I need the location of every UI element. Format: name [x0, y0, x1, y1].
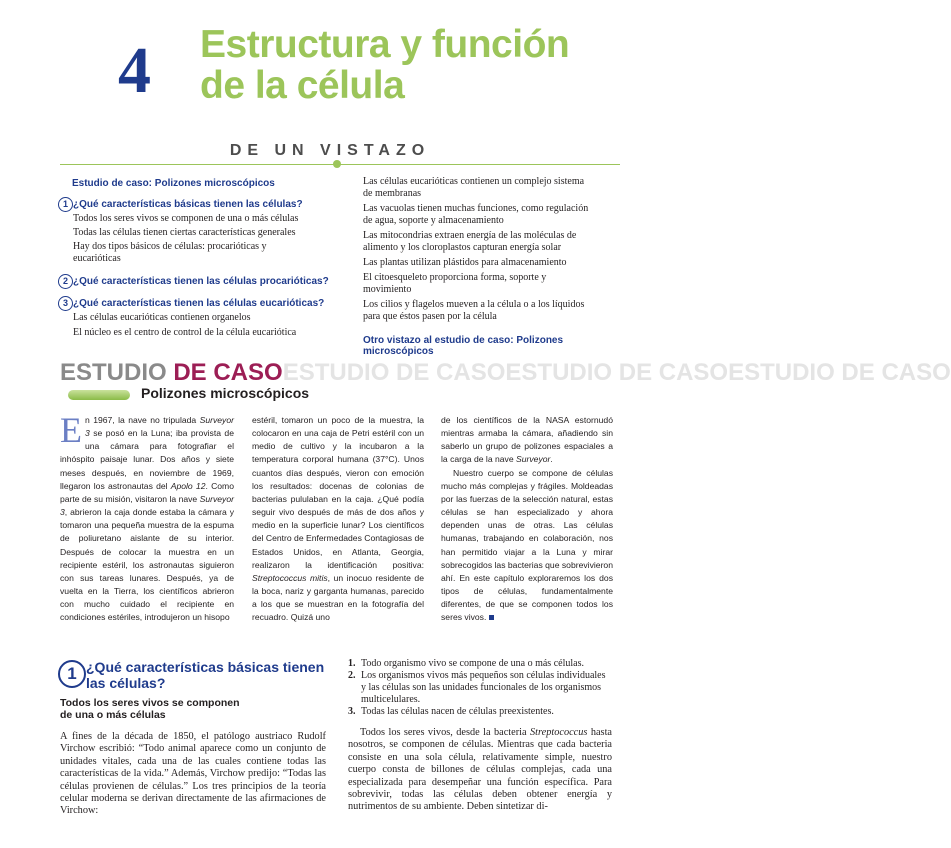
toc-q1-link[interactable]: ¿Qué características básicas tienen las células?	[73, 199, 303, 210]
toc-another-look-link[interactable]: Otro vistazo al estudio de caso: Polizones microscópicos	[363, 335, 564, 357]
toc-right-item	[363, 299, 623, 323]
toc-right-item	[363, 272, 623, 296]
section-title	[86, 659, 324, 691]
list-number: 3.	[348, 706, 356, 717]
toc-right-item	[363, 230, 623, 254]
toc-q2-number: 2	[58, 274, 73, 289]
section-title-line1: ¿Qué características básicas tienen	[86, 659, 325, 675]
section-subheading	[60, 697, 240, 721]
toc-q1-item: Todos los seres vivos se componen de una o más células	[73, 213, 299, 224]
chapter-title	[200, 24, 569, 106]
toc-right-line: Las células eucarióticas contienen un complejo sistema	[363, 176, 585, 187]
theory-list	[348, 658, 612, 718]
list-text: Los organismos vivos más pequeños son células individuales y las células son las unidades funcionales de los organismos multicelulares.	[361, 670, 606, 705]
section-paragraph-2-text: Todos los seres vivos, desde la bacteria Streptococcus hasta nosotros, se componen de células. Mientras que cada bacteria consiste en una sola célula, relativamente simple, nuestro cuerpo consta de billones de células complejas, cada una especializada para desempeñar una función específica. Para sobrevivir, todas las células deben obtener energía y nutrimentos de su ambiente. Deben sintetizar di-	[348, 727, 612, 813]
toc-right-line: Las mitocondrias extraen energía de las moléculas de	[363, 230, 577, 241]
theory-list-item	[348, 658, 612, 670]
section-subheading-line1: Todos los seres vivos se componen	[60, 697, 240, 709]
toc-right-line: movimiento	[363, 284, 412, 295]
end-of-story-mark	[489, 615, 494, 620]
chapter-title-line1: Estructura y función	[200, 23, 570, 66]
case-band-ghost: ESTUDIO DE CASOESTUDIO DE CASOESTUDIO DE CASO	[282, 359, 951, 386]
case-column-2	[252, 414, 424, 625]
case-column-3	[441, 414, 613, 625]
glance-rule-dot	[333, 160, 341, 168]
case-study-banner	[60, 359, 951, 386]
case-column-2-text: estéril, tomaron un poco de la muestra, la colocaron en una caja de Petri estéril con un medio de cultivo y la incubaron a la temperatura corporal humana (37°C). Unos cuantos días después, vieron con emoción los resultados: docenas de colonias de bacterias pululaban en la caja. ¿Qué podía seguir vivo después de más de dos años y medio en la superficie lunar? Los científicos del Centro de Enfermedades Contagiosas de Estados Unidos, en Atlanta, Georgia, realizaron la identificación positiva: Streptococcus mitis, un inocuo residente de la boca, nariz y garganta humanas, parecido a los que se muestran en la fotografía del recuadro. Quizá uno	[252, 415, 424, 623]
theory-list-item	[348, 706, 612, 718]
toc-right-line: Las vacuolas tienen muchas funciones, como regulación	[363, 203, 589, 214]
case-column-3-text-a: de los científicos de la NASA estornudó mientras armaba la cámara, añadiendo sin saberlo un grupo de polizones espaciales a la carga de la nave Surveyor.	[441, 415, 613, 465]
list-number: 1.	[348, 658, 356, 669]
toc-q1-item: Hay dos tipos básicos de células: procarióticas y	[73, 241, 267, 252]
at-a-glance-label: DE UN VISTAZO	[229, 142, 431, 159]
toc-right-item	[363, 176, 623, 200]
toc-right-line: El citoesqueleto proporciona forma, soporte y	[363, 272, 547, 283]
toc-case-study-link[interactable]: Estudio de caso: Polizones microscópicos	[72, 178, 275, 189]
list-text: Todas las células nacen de células preexistentes.	[361, 706, 554, 717]
toc-right-item	[363, 203, 623, 227]
list-number: 2.	[348, 670, 356, 681]
toc-q1-item: Todas las células tienen ciertas características generales	[73, 227, 296, 238]
toc-q1-number: 1	[58, 197, 73, 212]
section-number: 1	[58, 660, 86, 688]
case-study-subtitle: Polizones microscópicos	[141, 385, 310, 401]
section-subheading-line2: de una o más células	[60, 709, 166, 721]
toc-right-item	[363, 257, 623, 269]
toc-q2-link[interactable]: ¿Qué características tienen las células procarióticas?	[73, 276, 329, 287]
drop-cap: E	[60, 410, 82, 450]
theory-list-item	[348, 670, 612, 706]
toc-q1-item: eucarióticas	[73, 253, 121, 264]
toc-q3-items	[73, 312, 296, 339]
toc-q3-link[interactable]: ¿Qué características tienen las células eucarióticas?	[73, 298, 325, 309]
section-paragraph-1	[60, 731, 326, 818]
case-band-word-a: ESTUDIO	[60, 359, 174, 386]
chapter-number: 4	[118, 34, 151, 107]
case-column-1	[60, 410, 234, 625]
toc-right-line: Los cilios y flagelos mueven a la célula o a los líquidos	[363, 299, 585, 310]
case-subtitle-pill	[68, 390, 130, 400]
toc-q3-number: 3	[58, 296, 73, 311]
toc-right-column	[363, 176, 623, 357]
toc-q1-items	[73, 213, 298, 265]
list-text: Todo organismo vivo se compone de una o más células.	[361, 658, 584, 669]
section-title-line2: las células?	[86, 675, 166, 691]
case-column-1-text: n 1967, la nave no tripulada Surveyor 3 se posó en la Luna; iba provista de una cámara para fotografiar el inhóspito paisaje lunar. Dos años y siete meses después, en noviembre de 1969, llegaron los astronautas del Apolo 12. Como parte de su misión, visitaron la nave Surveyor 3, abrieron la caja donde estaba la cámara y tomaron una pequeña muestra de la espuma de poliuretano aislante de su interior. Después de colocar la muestra en un recipiente estéril, los astronautas siguieron con sus tareas lunares. Después, ya de vuelta en la Tierra, los científicos abrieron con mucho cuidado el recipiente en condiciones estériles, introdujeron un hisopo	[60, 415, 234, 623]
toc-right-line: alimento y los cloroplastos capturan energía solar	[363, 242, 562, 253]
section-paragraph-1-text: A fines de la década de 1850, el patólogo austriaco Rudolf Virchow escribió: “Todo animal aparece como un conjunto de unidades vitales, cada una de las cuales contiene todas las características de la vida.” Además, Virchow predijo: “Todas las células provienen de células.” Los tres principios de la teoría celular moderna se derivan directamente de las afirmaciones de Virchow:	[60, 731, 326, 817]
toc-right-line: para que éstos pasen por la célula	[363, 311, 497, 322]
toc-right-line: Las plantas utilizan plástidos para almacenamiento	[363, 257, 567, 268]
toc-right-line: de membranas	[363, 188, 422, 199]
toc-right-line: de agua, soporte y almacenamiento	[363, 215, 504, 226]
toc-q3-item: El núcleo es el centro de control de la célula eucariótica	[73, 327, 297, 338]
toc-q3-item: Las células eucarióticas contienen organelos	[73, 312, 251, 323]
section-paragraph-2	[348, 727, 612, 814]
case-band-word-b: DE CASO	[173, 359, 283, 386]
chapter-title-line2: de la célula	[200, 64, 405, 107]
case-column-3-text-b: Nuestro cuerpo se compone de células mucho más complejas y frágiles. Moldeadas por las fuerzas de la selección natural, estas células se han especializado y ahora dependen unas de otras. Las células humanas, trabajando en colaboración, nos han permitido viajar a la Luna y mirar sobrecogidos las bacterias que sobrevivieron ahí. En este capítulo exploraremos los dos tipos de células, fundamentalmente diferentes, de que se componen todos los seres vivos.	[441, 467, 613, 623]
